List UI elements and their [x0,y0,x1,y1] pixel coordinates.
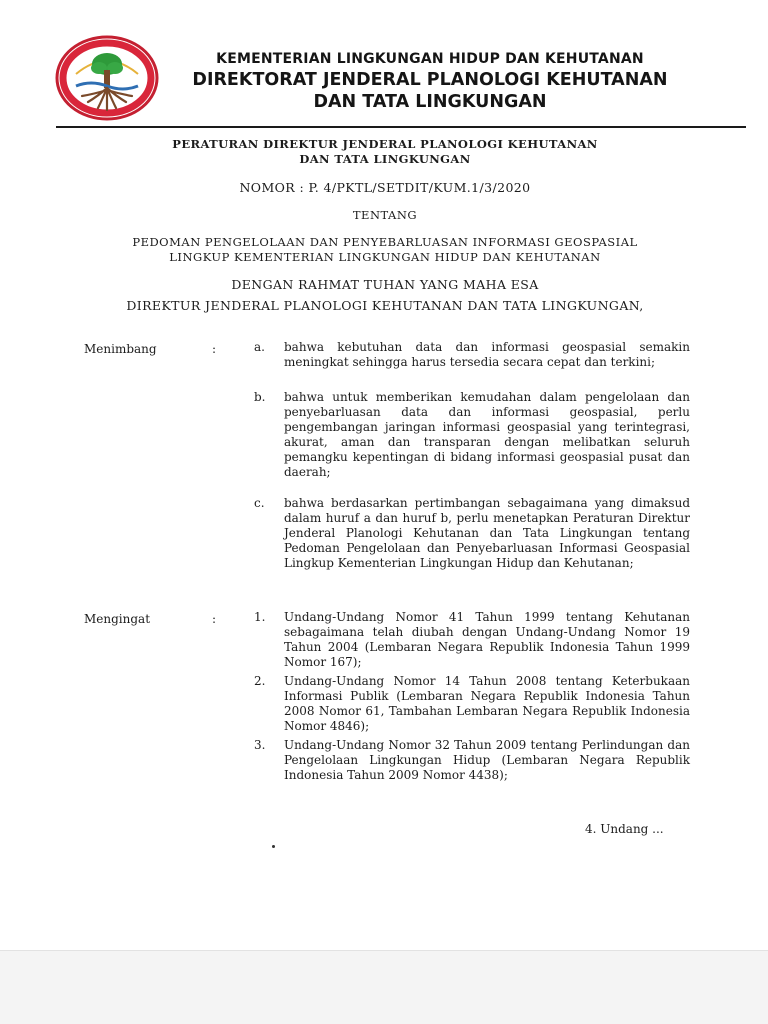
item-marker: c. [254,496,265,510]
menimbang-item-a [254,340,690,370]
item-text: Undang-Undang Nomor 14 Tahun 2008 tentang Keterbukaan Informasi Publik (Lembaran Negara Republik Indonesia Tahun 2008 Nomor 61, Tambahan Lembaran Negara Republik Indonesia Nomor 4846); [284,674,690,733]
regulation-subject-line2: LINGKUP KEMENTERIAN LINGKUNGAN HIDUP DAN KEHUTANAN [169,250,601,264]
issuer-line: DIREKTUR JENDERAL PLANOLOGI KEHUTANAN DAN TATA LINGKUNGAN, [126,298,644,313]
regulation-title-line2: DAN TATA LINGKUNGAN [299,152,471,166]
scan-margin [0,950,768,1024]
item-marker: 3. [254,738,266,752]
blessing-line: DENGAN RAHMAT TUHAN YANG MAHA ESA [231,277,539,292]
directorate-name-line1: DIREKTORAT JENDERAL PLANOLOGI KEHUTANAN [192,70,668,90]
continuation-marker: 4. Undang ... [585,822,664,836]
mengingat-item-3 [254,738,690,783]
menimbang-item-c [254,496,690,571]
mengingat-item-2 [254,674,690,734]
regulation-subject [40,235,730,265]
menimbang-colon: : [212,342,217,356]
item-marker: a. [254,340,265,354]
item-text: bahwa untuk memberikan kemudahan dalam pengelolaan dan penyebarluasan data dan informasi geospasial, perlu pengembangan jaringan informasi geospasial yang terintegrasi, akurat, aman dan transparan dengan melibatkan seluruh pemangku kepentingan di bidang informasi geospasial pusat dan daerah; [284,390,690,479]
regulation-title [40,137,730,167]
item-text: Undang-Undang Nomor 32 Tahun 2009 tentang Perlindungan dan Pengelolaan Lingkungan Hidup (Lembaran Negara Republik Indonesia Tahun 2009 Nomor 4438); [284,738,690,782]
letterhead-divider [56,126,746,128]
menimbang-label: Menimbang [84,342,157,356]
regulation-number: NOMOR : P. 4/PKTL/SETDIT/KUM.1/3/2020 [239,180,531,195]
item-text: bahwa berdasarkan pertimbangan sebagaimana yang dimaksud dalam huruf a dan huruf b, perlu menetapkan Peraturan Direktur Jenderal Planologi Kehutanan dan Tata Lingkungan tentang Pedoman Pengelolaan dan Penyebarluasan Informasi Geospasial Lingkup Kementerian Lingkungan Hidup dan Kehutanan; [284,496,690,570]
scan-speck [272,845,275,848]
item-marker: 2. [254,674,266,688]
mengingat-item-1 [254,610,690,670]
menimbang-item-b [254,390,690,480]
item-text: bahwa kebutuhan data dan informasi geospasial semakin meningkat sehingga harus tersedia secara cepat dan terkini; [284,340,690,369]
directorate-name-line2: DAN TATA LINGKUNGAN [313,92,547,112]
mengingat-label: Mengingat [84,612,151,626]
ministry-logo-icon [54,34,160,122]
item-marker: 1. [254,610,266,624]
regulation-subject-line1: PEDOMAN PENGELOLAAN DAN PENYEBARLUASAN INFORMASI GEOSPASIAL [132,235,638,249]
ministry-name: KEMENTERIAN LINGKUNGAN HIDUP DAN KEHUTANAN [216,51,644,67]
letterhead [170,50,690,113]
about-heading: TENTANG [352,208,418,222]
item-text: Undang-Undang Nomor 41 Tahun 1999 tentang Kehutanan sebagaimana telah diubah dengan Undang-Undang Nomor 19 Tahun 2004 (Lembaran Negara Republik Indonesia Tahun 1999 Nomor 167); [284,610,690,669]
regulation-title-line1: PERATURAN DIREKTUR JENDERAL PLANOLOGI KEHUTANAN [172,137,598,151]
item-marker: b. [254,390,266,404]
mengingat-colon: : [212,612,217,626]
